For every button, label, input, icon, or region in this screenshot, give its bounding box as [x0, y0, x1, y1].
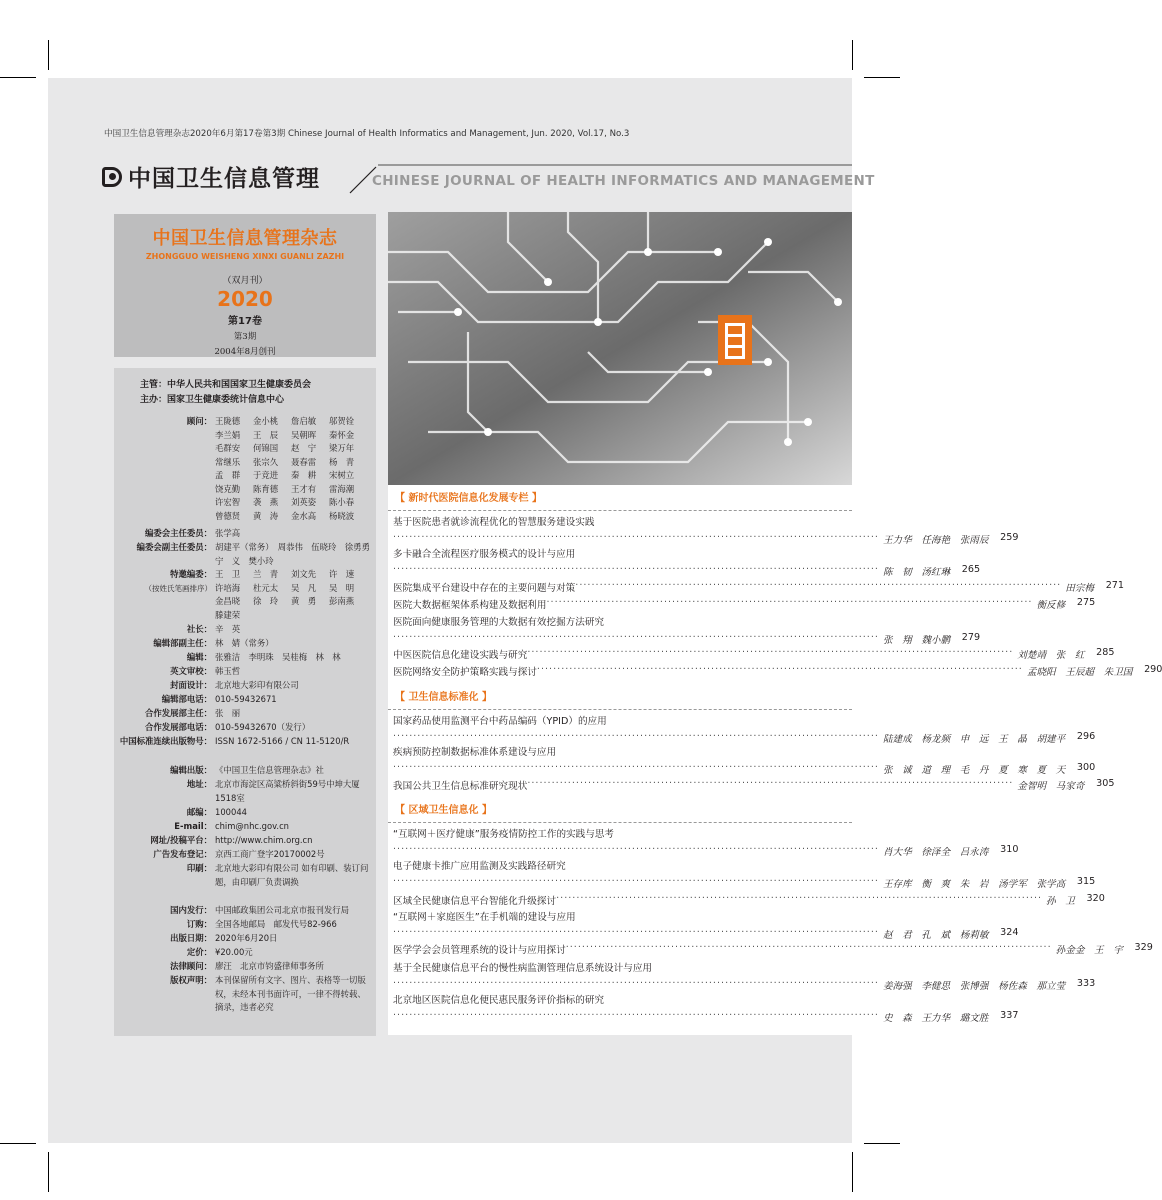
person-name: 吴朝晖 [291, 429, 317, 440]
info-value [215, 568, 373, 622]
info-label: 网址/投稿平台： [150, 835, 212, 845]
info-value: 北京市海淀区高粱桥斜街59号中坤大厦1518室 [215, 779, 360, 803]
article-title[interactable]: “互联网＋医疗健康”服务疫情防控工作的实践与思考 [393, 829, 615, 840]
leader-dots: ························································································································ [393, 927, 879, 938]
info-value: ¥20.00元 [215, 947, 253, 957]
article-authors: 史 森 王力华 璐文胜 [882, 1013, 989, 1024]
person-name: 孟 群 [215, 470, 241, 480]
info-value: 张雅洁 李明珠 吴桂梅 林 林 [215, 652, 341, 662]
running-head: 中国卫生信息管理杂志2020年6月第17卷第3期 Chinese Journal of Health Informatics and Management, Jun. 2020, Vol.17, No.3 [104, 129, 630, 139]
person-name: 宋树立 [329, 470, 355, 480]
person-name: 秦 耕 [291, 470, 317, 480]
toc-section-title: 【 卫生信息标准化 】 [395, 692, 492, 703]
person-name: 毛群安 [215, 443, 241, 453]
article-page: 315 [1076, 876, 1096, 887]
info-value: 张学高 [215, 528, 241, 538]
info-value: 胡建平（常务） 周恭伟 伍晓玲 徐勇勇 宁 义 樊小玲 [215, 542, 379, 566]
info-label: 顾问： [186, 416, 212, 426]
info-label: E-mail： [174, 821, 212, 831]
person-name: 许培海 [215, 582, 241, 593]
masthead [102, 160, 320, 193]
person-name: 滕建荣 [215, 609, 241, 620]
info-value: 北京地大彩印有限公司 [215, 680, 299, 690]
leader-dots: ························································································································ [575, 580, 1062, 591]
article-authors: 赵 君 孔 斌 杨莉敏 [882, 930, 989, 941]
crop-mark [852, 40, 853, 70]
info-label: 编辑： [186, 652, 212, 662]
article-authors: 孟晓阳 王辰超 朱卫国 [1026, 667, 1133, 678]
person-name: 刘文先 [291, 569, 317, 579]
journal-founded: 2004年8月创刊 [214, 347, 276, 357]
article-title[interactable]: 医院网络安全防护策略实践与探讨 [393, 667, 537, 678]
article-title[interactable]: 多卡融合全流程医疗服务模式的设计与应用 [393, 549, 576, 560]
person-name: 吴 明 [329, 582, 355, 593]
person-name: 赵 宁 [291, 443, 317, 453]
info-value: 中国邮政集团公司北京市报刊发行局 [215, 905, 349, 915]
article-authors: 张 翔 魏小鹏 [882, 635, 951, 646]
info-label: 封面设计： [170, 680, 212, 690]
info-value: 廖汪 北京市钧盛律师事务所 [215, 961, 324, 971]
person-name: 袭 燕 [253, 497, 279, 507]
leader-dots: ························································································································ [565, 942, 1052, 953]
info-row [114, 541, 379, 568]
leader-dots: ························································································································ [393, 1010, 879, 1021]
article-page: 337 [1000, 1010, 1019, 1021]
toc-entry[interactable] [393, 876, 1096, 890]
info-row [114, 904, 376, 918]
person-name: 于竞进 [253, 470, 279, 480]
toc-entry[interactable] [393, 647, 1115, 661]
info-value: 韩玉哲 [215, 666, 241, 676]
supervisor-line: 主管：中华人民共和国国家卫生健康委员会 [140, 380, 312, 390]
info-value: 京西工商广登字20170002号 [215, 849, 325, 859]
info-row [114, 415, 376, 523]
toc-entry[interactable] [393, 942, 1153, 956]
info-note: （按姓氏笔画排序） [144, 583, 212, 593]
person-name: 刘英姿 [291, 497, 317, 507]
contents-icon [718, 315, 752, 365]
journal-frequency: （双月刊） [222, 276, 268, 286]
article-title[interactable]: 区域全民健康信息平台智能化升级探讨 [393, 896, 557, 907]
person-name: 许 速 [329, 569, 355, 579]
circuit-pattern [388, 212, 852, 485]
article-page: 310 [1000, 844, 1019, 855]
info-row [114, 651, 376, 665]
leader-dots: ························································································································ [546, 597, 1033, 608]
info-row [114, 932, 376, 946]
info-label: 印刷： [186, 863, 212, 873]
person-name: 李兰娟 [215, 429, 241, 440]
toc-entry[interactable] [393, 1010, 1019, 1024]
leader-dots: ························································································································ [393, 876, 879, 887]
crop-mark [48, 1152, 49, 1192]
toc-entry[interactable] [393, 762, 1096, 776]
article-page: 259 [1000, 532, 1019, 543]
cover-circuit-image [388, 212, 852, 485]
article-title[interactable]: 基于全民健康信息平台的慢性病监测管理信息系统设计与应用 [393, 963, 653, 974]
person-name: 常继乐 [215, 456, 241, 467]
leader-dots: ························································································································ [393, 564, 879, 575]
article-authors: 田宗梅 [1065, 583, 1095, 594]
info-row [114, 693, 376, 707]
article-title[interactable]: 我国公共卫生信息标准研究现状 [393, 781, 528, 792]
crop-mark [864, 1143, 900, 1144]
info-label: 国内发行： [170, 905, 212, 915]
person-name: 金水高 [291, 510, 317, 521]
person-name: 曾德贤 [215, 510, 241, 521]
info-value: 010-59432671 [215, 694, 277, 704]
toc-section-title: 【 新时代医院信息化发展专栏 】 [395, 493, 542, 504]
person-name: 雷海潮 [329, 483, 355, 494]
masthead-title: 中国卫生信息管理 [128, 166, 320, 192]
info-label: 法律顾问： [170, 961, 212, 971]
info-value: 全国各地邮局 邮发代号82-966 [215, 919, 337, 929]
info-label: 出版日期： [170, 933, 212, 943]
article-authors: 衡反修 [1036, 600, 1066, 611]
article-authors: 刘楚靖 张 红 [1017, 650, 1085, 661]
article-title[interactable]: 国家药品使用监测平台中药品编码（YPID）的应用 [393, 716, 607, 727]
toc-entry[interactable] [393, 564, 981, 578]
info-label: 广告发布登记： [153, 849, 212, 859]
info-value: 《中国卫生信息管理杂志》社 [215, 765, 324, 775]
person-name: 王 辰 [253, 429, 279, 440]
person-name: 杜元太 [253, 582, 279, 593]
person-name: 詹启敏 [291, 416, 317, 426]
info-label: 英文审校： [170, 666, 212, 676]
info-value: 张 丽 [215, 708, 241, 718]
info-row [114, 568, 376, 622]
info-row [114, 820, 376, 834]
article-title[interactable]: 医院大数据框架体系构建及数据利用 [393, 600, 547, 611]
info-row [114, 960, 376, 974]
info-label: 特邀编委： （按姓氏笔画排序） [114, 568, 212, 622]
info-row [114, 735, 376, 749]
person-name: 徐 玲 [253, 596, 279, 606]
person-name: 金昌晓 [215, 596, 241, 606]
article-authors: 陆建成 杨龙频 申 远 王 晶 胡建平 [882, 734, 1066, 745]
info-value: ISSN 1672-5166 / CN 11-5120/R [215, 736, 350, 746]
info-value: 辛 英 [215, 624, 241, 634]
toc-entry[interactable] [393, 844, 1019, 858]
info-label: 编委会主任委员： [145, 528, 212, 538]
article-page: 271 [1105, 580, 1125, 591]
info-value: 010-59432670（发行） [215, 722, 311, 732]
section-divider [388, 510, 852, 511]
article-title[interactable]: 中医医院信息化建设实践与研究 [393, 650, 528, 661]
leader-dots: ························································································································ [393, 762, 879, 773]
info-row [114, 679, 376, 693]
leader-dots: ························································································································ [536, 664, 1023, 675]
article-authors: 王存库 衡 爽 朱 岩 汤学军 张学高 [882, 879, 1066, 890]
info-row [114, 778, 376, 805]
info-label: 中国标准连续出版物号： [119, 736, 212, 746]
person-name: 何锦国 [253, 443, 279, 453]
person-name: 陈小春 [329, 497, 355, 507]
journal-issue: 第3期 [233, 332, 257, 342]
article-page: 305 [1096, 778, 1115, 789]
person-name: 陈育德 [253, 483, 279, 494]
journal-name-en: ZHONGGUO WEISHENG XINXI GUANLI ZAZHI [145, 252, 345, 261]
person-name: 黄 涛 [253, 510, 279, 521]
toc-entry[interactable] [393, 632, 981, 646]
info-value: 2020年6月20日 [215, 933, 278, 943]
info-label: 版权声明： [170, 975, 212, 985]
article-title[interactable]: 北京地区医院信息化便民惠民服务评价指标的研究 [393, 995, 605, 1006]
info-row [114, 974, 376, 1015]
journal-year: 2020 [217, 287, 273, 311]
journal-info-box [114, 214, 376, 357]
person-name: 王才有 [291, 483, 317, 494]
masthead-english: CHINESE JOURNAL OF HEALTH INFORMATICS AND MANAGEMENT [372, 173, 875, 189]
journal-logo-icon [102, 167, 122, 187]
person-name: 杨晓波 [329, 510, 355, 521]
leader-dots: ························································································································ [527, 778, 1014, 789]
article-page: 333 [1076, 978, 1096, 989]
toc-entry[interactable] [393, 927, 1019, 941]
article-authors: 陈 韧 汤红琳 [882, 567, 951, 578]
info-label: 合作发展部电话： [145, 722, 212, 732]
person-name: 兰 青 [253, 569, 279, 579]
leader-dots: ························································································································ [393, 978, 879, 989]
toc-section-title: 【 区域卫生信息化 】 [395, 805, 492, 816]
article-title[interactable]: 电子健康卡推广应用监测及实践路径研究 [393, 861, 566, 872]
info-row [114, 721, 376, 735]
crop-mark [48, 40, 49, 70]
info-value: 100044 [215, 807, 247, 817]
person-name: 张宗久 [253, 456, 279, 467]
toc-entry[interactable] [393, 664, 1162, 678]
article-page: 320 [1086, 893, 1105, 904]
info-label: 编辑部副主任： [153, 638, 212, 648]
section-divider [388, 709, 852, 710]
crop-mark [0, 77, 36, 78]
info-label: 订购： [186, 919, 212, 929]
person-name: 王 卫 [215, 569, 241, 579]
article-page: 279 [961, 632, 981, 643]
person-name: 王陇德 [215, 416, 241, 426]
article-page: 265 [961, 564, 981, 575]
person-name: 聂春雷 [291, 456, 317, 467]
crop-mark [0, 1143, 36, 1144]
info-value: 北京地大彩印有限公司 如有印刷、装订问题，由印刷厂负责调换 [215, 863, 369, 887]
info-label: 合作发展部主任： [145, 708, 212, 718]
article-authors: 张 诚 道 理 毛 丹 夏 寒 夏 天 [882, 765, 1066, 776]
info-row [114, 637, 376, 651]
info-row [114, 806, 376, 820]
article-authors: 姜海强 李健思 张博强 杨佐森 那立莹 [882, 981, 1066, 992]
info-label: 编委会副主任委员： [136, 542, 212, 552]
person-name: 邬贺铨 [329, 416, 355, 426]
info-label: 定价： [186, 947, 212, 957]
person-name: 黄 勇 [291, 596, 317, 606]
journal-name-cn: 中国卫生信息管理杂志 [152, 228, 338, 249]
leader-dots: ························································································································ [393, 731, 879, 742]
leader-dots: ························································································································ [393, 632, 879, 643]
toc-entry[interactable] [393, 597, 1096, 611]
article-title[interactable]: 医院集成平台建设中存在的主要问题与对策 [393, 583, 576, 594]
info-value [215, 415, 373, 523]
info-label: 编辑出版： [170, 765, 212, 775]
info-label: 社长： [186, 624, 212, 634]
article-title[interactable]: 医院面向健康服务管理的大数据有效挖掘方法研究 [393, 617, 605, 628]
info-value: chim@nhc.gov.cn [215, 821, 289, 831]
info-row [114, 862, 376, 889]
info-row [114, 764, 376, 778]
info-row [114, 834, 376, 848]
info-row [114, 623, 376, 637]
toc-entry[interactable] [393, 978, 1096, 992]
info-row [114, 707, 376, 721]
info-value: 本刊保留所有文字、图片、表格等一切版权，未经本刊书面许可，一律不得转载、摘录，违者必究 [215, 975, 366, 1012]
crop-mark [864, 77, 900, 78]
info-value: http://www.chim.org.cn [215, 835, 313, 845]
person-name: 彭南燕 [329, 596, 355, 606]
info-row [114, 918, 376, 932]
info-row [114, 527, 376, 541]
toc-entry[interactable] [393, 778, 1115, 792]
leader-dots: ························································································································ [393, 532, 879, 543]
toc-entry[interactable] [393, 580, 1125, 594]
toc-entry[interactable] [393, 731, 1096, 745]
person-name: 吴 凡 [291, 582, 317, 593]
article-page: 285 [1096, 647, 1115, 658]
leader-dots: ························································································································ [556, 893, 1043, 904]
masthead-rule [378, 164, 852, 166]
info-row [114, 665, 376, 679]
person-name: 许宏智 [215, 497, 241, 507]
journal-volume: 第17卷 [228, 316, 262, 327]
article-title[interactable]: 医学学会会员管理系统的设计与应用探讨 [393, 945, 566, 956]
info-row [114, 946, 376, 960]
host-line: 主办：国家卫生健康委统计信息中心 [140, 395, 285, 405]
info-label: 地址： [186, 779, 212, 789]
leader-dots: ························································································································ [393, 844, 879, 855]
person-name: 秦怀金 [329, 429, 355, 440]
article-page: 290 [1144, 664, 1162, 675]
info-label: 编辑部电话： [161, 694, 212, 704]
article-page: 324 [1000, 927, 1019, 938]
article-title[interactable]: “互联网＋家庭医生”在手机端的建设与应用 [393, 912, 576, 923]
info-value: 林 婧（常务） [215, 638, 274, 648]
article-title[interactable]: 基于医院患者就诊流程优化的智慧服务建设实践 [393, 517, 595, 528]
toc-entry[interactable] [393, 893, 1105, 907]
article-authors: 孙金金 王 宇 [1055, 945, 1123, 956]
person-name: 杨 青 [329, 456, 355, 467]
article-page: 275 [1076, 597, 1096, 608]
leader-dots: ························································································································ [527, 647, 1014, 658]
crop-mark [852, 1152, 853, 1192]
article-authors: 肖大华 徐泽全 吕永涛 [882, 847, 989, 858]
article-page: 296 [1076, 731, 1096, 742]
toc-entry[interactable] [393, 532, 1019, 546]
info-label: 邮编： [186, 807, 212, 817]
person-name: 梁万年 [329, 443, 355, 453]
person-name: 金小桃 [253, 416, 279, 426]
section-divider [388, 822, 852, 823]
article-authors: 金智明 马家奇 [1017, 781, 1085, 792]
info-row [114, 848, 376, 862]
article-page: 329 [1134, 942, 1153, 953]
article-authors: 王力华 任海艳 张雨辰 [882, 535, 989, 546]
person-name: 饶克勤 [215, 483, 241, 494]
article-authors: 孙 卫 [1046, 896, 1075, 907]
article-page: 300 [1076, 762, 1096, 773]
article-title[interactable]: 疾病预防控制数据标准体系建设与应用 [393, 747, 557, 758]
